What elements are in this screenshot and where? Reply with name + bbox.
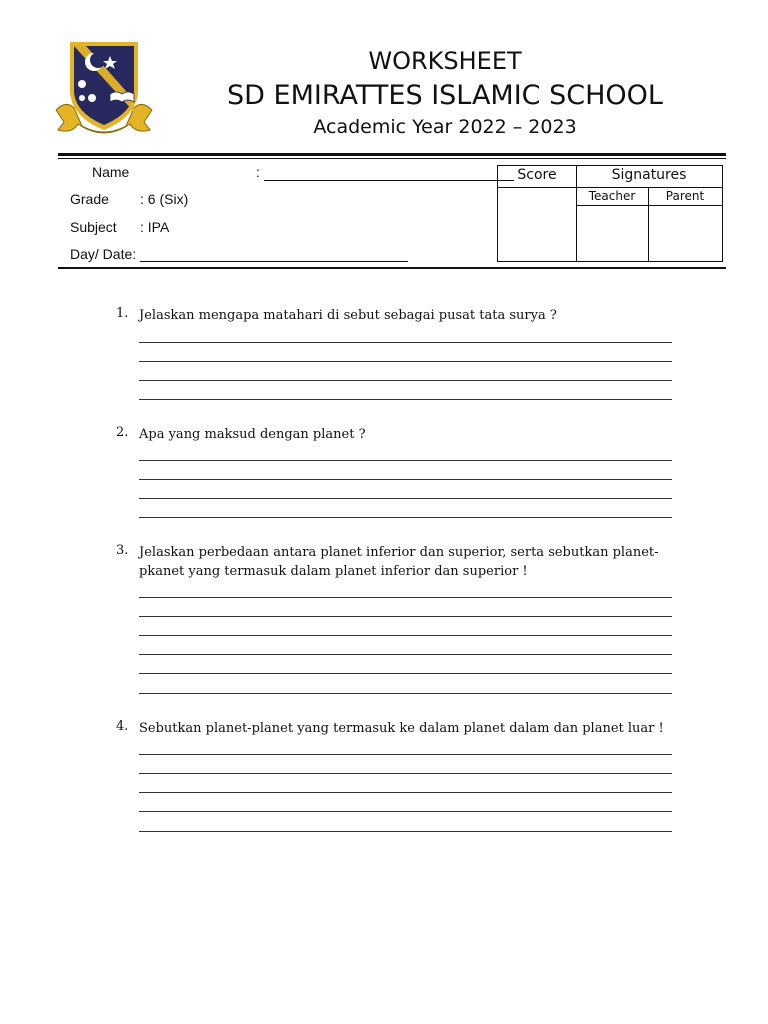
header-rule-bottom bbox=[58, 158, 726, 159]
answer-line[interactable] bbox=[139, 831, 672, 832]
grade-label: Grade bbox=[70, 191, 109, 207]
question-text: Apa yang maksud dengan planet ? bbox=[139, 427, 366, 442]
answer-line[interactable] bbox=[139, 792, 672, 793]
question-number: 4. bbox=[116, 719, 129, 734]
answer-line[interactable] bbox=[139, 754, 672, 755]
answer-line[interactable] bbox=[139, 773, 672, 774]
answer-line[interactable] bbox=[139, 654, 672, 655]
answer-line[interactable] bbox=[139, 673, 672, 674]
date-field[interactable] bbox=[140, 261, 408, 262]
answer-line[interactable] bbox=[139, 517, 672, 518]
question-text: Jelaskan mengapa matahari di sebut sebagai pusat tata surya ? bbox=[139, 308, 557, 323]
worksheet-title: WORKSHEET bbox=[368, 47, 522, 75]
question-number: 1. bbox=[116, 306, 129, 321]
subject-label: Subject bbox=[70, 219, 117, 235]
answer-line[interactable] bbox=[139, 399, 672, 400]
subject-value: : IPA bbox=[140, 219, 170, 235]
answer-line[interactable] bbox=[139, 616, 672, 617]
info-rule bbox=[58, 267, 726, 269]
question-number: 2. bbox=[116, 425, 129, 440]
answer-line[interactable] bbox=[139, 635, 672, 636]
teacher-signature-cell[interactable] bbox=[578, 207, 646, 259]
parent-header: Parent bbox=[665, 189, 705, 203]
grade-value: : 6 (Six) bbox=[140, 191, 189, 207]
answer-line[interactable] bbox=[139, 361, 672, 362]
answer-line[interactable] bbox=[139, 693, 672, 694]
academic-year: Academic Year 2022 – 2023 bbox=[313, 116, 577, 138]
name-field[interactable] bbox=[264, 180, 514, 181]
teacher-header: Teacher bbox=[588, 189, 636, 203]
name-label: Name bbox=[92, 164, 130, 180]
table-divider bbox=[576, 205, 722, 206]
answer-line[interactable] bbox=[139, 342, 672, 343]
date-label: Day/ Date: bbox=[70, 246, 137, 262]
header-rule-top bbox=[58, 153, 726, 156]
school-name: SD EMIRATTES ISLAMIC SCHOOL bbox=[227, 80, 663, 111]
score-header: Score bbox=[517, 167, 557, 183]
answer-line[interactable] bbox=[139, 380, 672, 381]
answer-line[interactable] bbox=[139, 460, 672, 461]
answer-line[interactable] bbox=[139, 597, 672, 598]
score-cell[interactable] bbox=[500, 189, 574, 259]
signatures-header: Signatures bbox=[611, 167, 687, 183]
table-divider bbox=[498, 187, 722, 188]
name-colon: : bbox=[256, 164, 260, 180]
question-text: Sebutkan planet-planet yang termasuk ke dalam planet dalam dan planet luar ! bbox=[139, 721, 664, 736]
score-signature-table bbox=[497, 165, 723, 262]
parent-signature-cell[interactable] bbox=[650, 207, 720, 259]
answer-line[interactable] bbox=[139, 479, 672, 480]
question-number: 3. bbox=[116, 543, 129, 558]
answer-line[interactable] bbox=[139, 811, 672, 812]
question-text: Jelaskan perbedaan antara planet inferior dan superior, serta sebutkan planet-pkanet yang termasuk dalam planet inferior dan superior ! bbox=[139, 545, 659, 579]
answer-line[interactable] bbox=[139, 498, 672, 499]
